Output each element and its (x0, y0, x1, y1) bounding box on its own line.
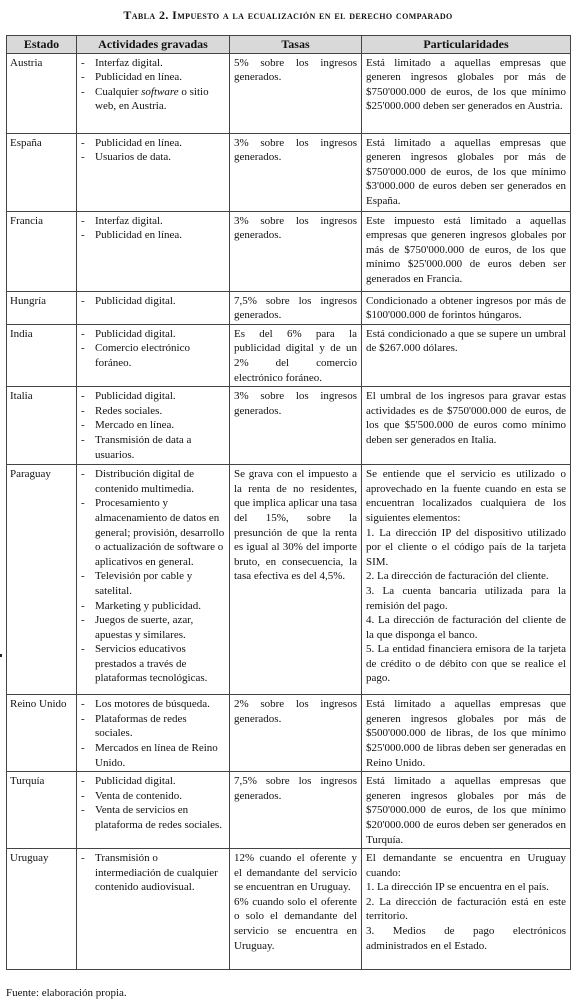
cell-particularidades: Condicionado a obtener ingresos por más de $100'000.000 de forintos húngaros. (362, 291, 571, 324)
cell-particularidades: Está limitado a aquellas empresas que generen ingresos globales por más de $750'000.000 de euros, de los que mínimo $20'000.000 de euros deben ser generados en Turquía. (362, 772, 571, 849)
cell-particularidades: Está limitado a aquellas empresas que generen ingresos globales por más de $500'000.000 de libras, de los que mínimo $25'000.000 de libras deben ser generadas en Reino Unido. (362, 695, 571, 772)
cell-particularidades: Está limitado a aquellas empresas que generen ingresos globales por más de $750'000.000 de euros, de los que mínimo $3'000.000 de euros deben ser generados en España. (362, 133, 571, 211)
activity-list (81, 56, 225, 114)
activity-item: - Marketing y publicidad. (95, 599, 225, 614)
detail-line: 2. La dirección de facturación está en este territorio. (366, 895, 566, 923)
activity-list (81, 327, 225, 371)
cell-particularidades: Está limitado a aquellas empresas que generen ingresos globales por más de $750'000.000 de euros, de los que mínimo $25'000.000 deben ser generados en Austria. (362, 53, 571, 133)
cell-tasas: 3% sobre los ingresos generados. (230, 211, 362, 291)
activity-item: - Transmisión o intermediación de cualquier contenido audiovisual. (95, 851, 225, 895)
cell-actividades (77, 53, 230, 133)
cell-tasas: 3% sobre los ingresos generados. (230, 133, 362, 211)
activity-list (81, 136, 225, 165)
cell-particularidades: Está condicionado a que se supere un umbral de $267.000 dólares. (362, 324, 571, 386)
rate-line: 12% cuando el oferente y el demandante del servicio se encuentran en Uruguay. (234, 852, 357, 894)
software-emphasis: software (141, 85, 179, 98)
cell-particularidades (362, 849, 571, 970)
cell-estado: Reino Unido (7, 695, 77, 772)
activity-item: - Publicidad digital. (95, 774, 225, 789)
cell-estado: Francia (7, 211, 77, 291)
activity-item: - Servicios educativos prestados a través de plataformas tecnológicas. (95, 642, 225, 686)
detail-line: 3. Medios de pago electrónicos administrados en el Estado. (366, 925, 566, 952)
table-body (7, 53, 571, 970)
detail-line: Se entiende que el servicio es utilizado o aprovechado en la fuente cuando en esta se encuentran localizados cualquiera de los siguientes elementos: (366, 468, 566, 524)
cell-actividades (77, 849, 230, 970)
header-row (7, 36, 571, 54)
activity-item: - Los motores de búsqueda. (95, 697, 225, 712)
detail-line: 1. La dirección IP del dispositivo utilizado por el cliente o el código país de la tarjeta SIM. (366, 526, 566, 568)
cell-estado: Turquía (7, 772, 77, 849)
activity-list (81, 389, 225, 462)
detail-line: 2. La dirección de facturación del cliente. (366, 570, 549, 583)
activity-item: - Usuarios de data. (95, 150, 225, 165)
cell-actividades (77, 133, 230, 211)
activity-item: - Comercio electrónico foráneo. (95, 341, 225, 370)
source-note: Fuente: elaboración propia. (6, 987, 127, 999)
cell-particularidades (362, 465, 571, 695)
cell-tasas: 2% sobre los ingresos generados. (230, 695, 362, 772)
activity-item: - Publicidad en línea. (95, 228, 225, 243)
table-title: Tabla 2. Impuesto a la ecualización en el derecho comparado (123, 8, 453, 22)
activity-item: - Publicidad digital. (95, 389, 225, 404)
header-actividades: Actividades gravadas (77, 36, 230, 54)
cell-estado: Paraguay (7, 465, 77, 695)
table-row (7, 695, 571, 772)
cell-actividades (77, 772, 230, 849)
activity-item: - Redes sociales. (95, 404, 225, 419)
detail-line: 4. La dirección de facturación del cliente de la que disponga el banco. (366, 614, 566, 641)
activity-list (81, 214, 225, 243)
rate-line: 6% cuando solo el oferente o solo el demandante del servicio se encuentra en Uruguay. (234, 895, 357, 952)
header-tasas: Tasas (230, 36, 362, 54)
cell-actividades (77, 387, 230, 465)
table-row (7, 291, 571, 324)
cell-tasas: Es del 6% para la publicidad digital y de un 2% del comercio electrónico foráneo. (230, 324, 362, 386)
activity-item: - Distribución digital de contenido multimedia. (95, 467, 225, 496)
table-row (7, 133, 571, 211)
activity-item: - Juegos de suerte, azar, apuestas y similares. (95, 613, 225, 642)
activity-list (81, 697, 225, 770)
cell-actividades (77, 211, 230, 291)
cell-actividades (77, 695, 230, 772)
cell-tasas: 5% sobre los ingresos generados. (230, 53, 362, 133)
activity-item: - Venta de servicios en plataforma de redes sociales. (95, 803, 225, 832)
header-particularidades: Particularidades (362, 36, 571, 54)
detail-line: 3. La cuenta bancaria utilizada para la remisión del pago. (366, 584, 566, 612)
cell-particularidades: El umbral de los ingresos para gravar estas actividades es de $750'000.000 de euros, de los que $5'500.000 de euros como mínimo deben ser generados en Italia. (362, 387, 571, 465)
cell-tasas: 7,5% sobre los ingresos generados. (230, 291, 362, 324)
activity-item: - Publicidad digital. (95, 294, 225, 309)
activity-item: - Interfaz digital. (95, 214, 225, 229)
cell-tasas: 3% sobre los ingresos generados. (230, 387, 362, 465)
detail-line: El demandante se encuentra en Uruguay cuando: (366, 852, 566, 879)
cell-estado: Austria (7, 53, 77, 133)
cell-estado: Hungría (7, 291, 77, 324)
header-estado: Estado (7, 36, 77, 54)
table-row (7, 324, 571, 386)
activity-item: - Publicidad digital. (95, 327, 225, 342)
table-row (7, 465, 571, 695)
activity-list (81, 294, 225, 309)
cell-actividades (77, 465, 230, 695)
activity-list (81, 851, 225, 895)
cell-tasas (230, 849, 362, 970)
activity-item: - Procesamiento y almacenamiento de datos en general; provisión, desarrollo o actualización de software o aplicativos en general. (95, 496, 225, 569)
table-row (7, 53, 571, 133)
cell-tasas: 7,5% sobre los ingresos generados. (230, 772, 362, 849)
activity-list (81, 774, 225, 832)
table-row (7, 387, 571, 465)
activity-item: - Plataformas de redes sociales. (95, 712, 225, 741)
cell-estado: Uruguay (7, 849, 77, 970)
activity-item: - Mercado en línea. (95, 418, 225, 433)
cell-tasas: Se grava con el impuesto a la renta de no residentes, que implica aplicar una tasa del 15%, sobre la presunción de que la renta es igual al 30% del importe bruto, en consecuencia, la tasa efectiva es del 4,5%. (230, 465, 362, 695)
margin-mark (0, 654, 2, 657)
cell-estado: Italia (7, 387, 77, 465)
activity-item: - Cualquier software o sitio web, en Austria. (95, 85, 225, 114)
activity-list (81, 467, 225, 686)
table-row (7, 772, 571, 849)
detail-line: 5. La entidad financiera emisora de la tarjeta de crédito o de débito con que se realice el pago. (366, 643, 566, 685)
comparative-tax-table (6, 35, 571, 970)
activity-item: - Publicidad en línea. (95, 136, 225, 151)
table-row (7, 211, 571, 291)
cell-estado: España (7, 133, 77, 211)
activity-item: - Publicidad en línea. (95, 70, 225, 85)
activity-item: - Interfaz digital. (95, 56, 225, 71)
activity-item: - Televisión por cable y satelital. (95, 569, 225, 598)
cell-particularidades: Este impuesto está limitado a aquellas empresas que generen ingresos globales por más de $750'000.000 de euros, de los que mínimo $25'000.000 de euros deben ser generados en Francia. (362, 211, 571, 291)
cell-actividades (77, 291, 230, 324)
cell-estado: India (7, 324, 77, 386)
activity-item: - Venta de contenido. (95, 789, 225, 804)
cell-actividades (77, 324, 230, 386)
detail-line: 1. La dirección IP se encuentra en el país. (366, 881, 549, 894)
activity-item: - Transmisión de data a usuarios. (95, 433, 225, 462)
table-row (7, 849, 571, 970)
activity-item: - Mercados en línea de Reino Unido. (95, 741, 225, 770)
